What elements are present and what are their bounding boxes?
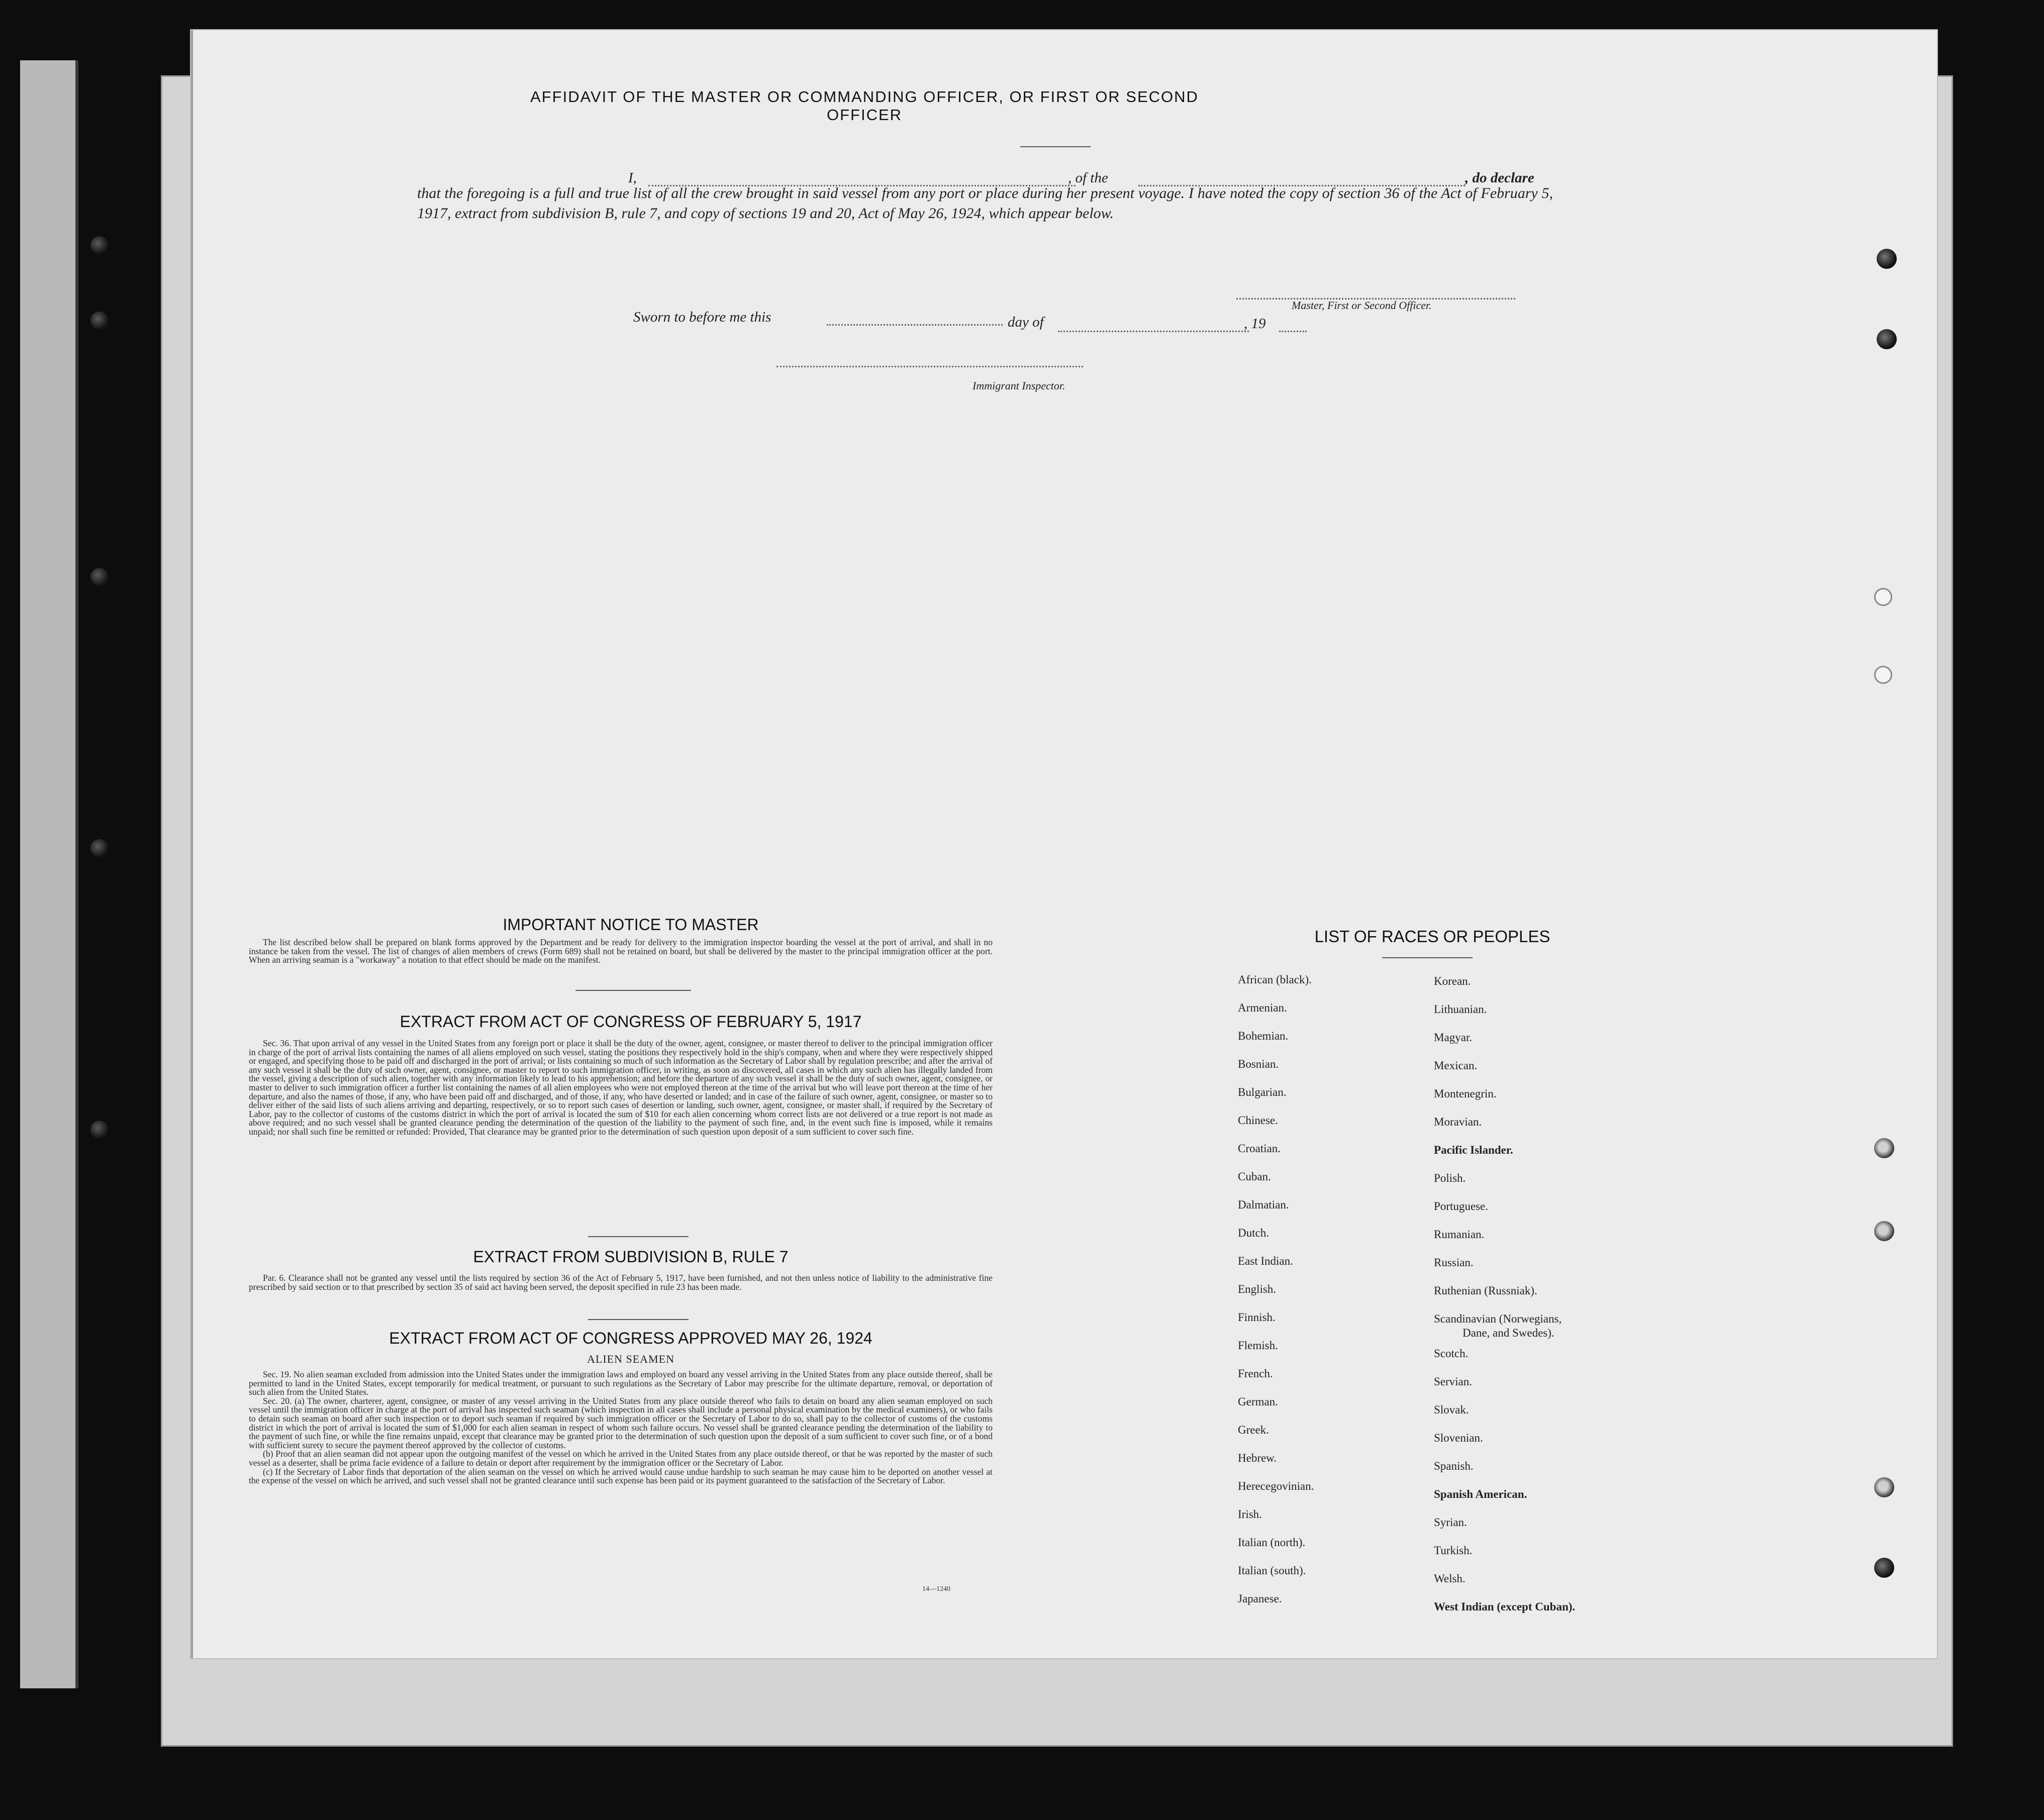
race-left-item: Chinese.: [1238, 1114, 1278, 1127]
race-right-item: Slovak.: [1434, 1403, 1469, 1416]
affidavit-i-label: I,: [628, 170, 637, 186]
race-left-item: English.: [1238, 1283, 1277, 1295]
race-left-item: Italian (north).: [1238, 1536, 1306, 1549]
race-right-item: Servian.: [1434, 1375, 1473, 1388]
race-left-item: French.: [1238, 1367, 1273, 1380]
race-right-item: Portuguese.: [1434, 1200, 1488, 1212]
sec-19-paragraph: Sec. 19. No alien seaman excluded from admission into the United States under the immigration laws and employed on board any vessel arriving in the United States from any place outside thereof, shall be permitted to land in the United States, except temporarily for medical treatment, or pursuant to such regulations as the Secretary of Labor may prescribe for the ultimate departure, removal, or deportation of such alien from the United States.: [249, 1369, 993, 1397]
title-rule: [1020, 146, 1091, 147]
race-right-item: Scotch.: [1434, 1347, 1469, 1360]
race-left-item: Bohemian.: [1238, 1030, 1289, 1042]
race-left-item: Japanese.: [1238, 1592, 1282, 1605]
race-left-item: Dalmatian.: [1238, 1198, 1289, 1211]
binder-hole: [90, 312, 109, 330]
race-right-item: Magyar.: [1434, 1031, 1473, 1044]
race-right-item: Dane, and Swedes).: [1463, 1327, 1554, 1339]
sworn-day-field[interactable]: [827, 324, 1003, 326]
race-left-item: Irish.: [1238, 1508, 1262, 1521]
punch-hole: [1877, 249, 1897, 269]
alien-seamen-heading: ALIEN SEAMEN: [587, 1353, 674, 1365]
race-left-item: Herecegovinian.: [1238, 1480, 1314, 1492]
sworn-prefix: Sworn to before me this: [633, 309, 771, 325]
race-left-item: Armenian.: [1238, 1001, 1287, 1014]
race-right-item: West Indian (except Cuban).: [1434, 1600, 1576, 1613]
extract-1924-title: EXTRACT FROM ACT OF CONGRESS APPROVED MAY 26, 1924: [389, 1329, 872, 1347]
punch-hole: [1874, 666, 1892, 684]
section-rule: [588, 1236, 689, 1237]
extract-1924-text: [249, 1370, 993, 1485]
punch-hole: [1874, 1138, 1894, 1158]
sec-20b-paragraph: (b) Proof that an alien seaman did not appear upon the outgoing manifest of the vessel on which he arrived in the United States from any place outside thereof, or that he was reported by the master of such vessel as a deserter, shall be prima facie evidence of a failure to detain or deport after requirement by the immigration officer or the Secretary of Labor.: [249, 1449, 993, 1468]
extract-rule7-title: EXTRACT FROM SUBDIVISION B, RULE 7: [473, 1248, 789, 1266]
notice-text: The list described below shall be prepared on blank forms approved by the Department and be ready for delivery to the immigration inspector boarding the vessel at the port of arrival, and shall in no instance be taken from the vessel. The list of changes of alien members of crews (Form 689) shall not be retained on board, but shall be delivered by the master to the principal immigration officer at the port. When an arriving seaman is a "workaway" a notation to that effect should be made on the manifest.: [249, 937, 993, 965]
sec-20c-paragraph: (c) If the Secretary of Labor finds that deportation of the alien seaman on the vessel on which he arrived would cause undue hardship to such seaman he may cause him to be deported on another vessel at the expense of the vessel on which he arrived, and such vessel shall not be granted clearance until such expense has been paid or its payment guaranteed to the satisfaction of the Secretary of Labor.: [249, 1466, 993, 1486]
sworn-year-field[interactable]: [1279, 331, 1307, 332]
race-left-item: Bosnian.: [1238, 1058, 1279, 1070]
races-title: LIST OF RACES OR PEOPLES: [1314, 927, 1550, 946]
punch-hole: [1874, 588, 1892, 606]
race-left-item: Croatian.: [1238, 1142, 1281, 1155]
film-edge: [20, 60, 78, 1688]
extract-1917-title: EXTRACT FROM ACT OF CONGRESS OF FEBRUARY 5, 1917: [400, 1013, 862, 1031]
race-right-item: Korean.: [1434, 975, 1471, 987]
sec-20a-paragraph: Sec. 20. (a) The owner, charterer, agent, consignee, or master of any vessel arriving in the United States from any place outside thereof who fails to detain on board any alien seaman employed on such vessel until the immigration officer in charge at the port of arrival has inspected such seaman (which inspection in all cases shall include a personal physical examination by the medical examiners), or who fails to detain such seaman on board after such inspection or to deport such seaman if required by such immigration officer or the Secretary of Labor to do so, shall pay to the collector of customs of the customs district in which the port of arrival is located the sum of $1,000 for each alien seaman in respect of whom such failure occurs. No vessel shall be granted clearance pending the determination of the liability to the payment of such fine, or while the fine remains unpaid, except that clearance may be granted prior to the determination of such question upon the deposit of a sum sufficient to cover such fine, or of a bond with sufficient surety to secure the payment thereof approved by the collector of customs.: [249, 1395, 993, 1450]
race-left-item: Bulgarian.: [1238, 1086, 1287, 1098]
race-left-item: Greek.: [1238, 1424, 1269, 1436]
signature-label: Master, First or Second Officer.: [1292, 299, 1432, 312]
race-left-item: African (black).: [1238, 973, 1312, 986]
race-right-item: Spanish.: [1434, 1460, 1474, 1472]
race-right-item: Syrian.: [1434, 1516, 1467, 1529]
inspector-signature-field[interactable]: [776, 366, 1083, 367]
sworn-year-label: , 19: [1244, 316, 1266, 332]
race-right-item: Pacific Islander.: [1434, 1144, 1513, 1156]
race-right-item: Polish.: [1434, 1172, 1466, 1184]
race-right-item: Moravian.: [1434, 1116, 1482, 1128]
race-right-item: Rumanian.: [1434, 1228, 1485, 1241]
punch-hole: [1874, 1558, 1894, 1578]
race-right-item: Lithuanian.: [1434, 1003, 1487, 1016]
affidavit-of-the-label: , of the: [1068, 170, 1108, 186]
race-left-item: Dutch.: [1238, 1227, 1269, 1239]
punch-hole: [1874, 1477, 1894, 1497]
race-left-item: Finnish.: [1238, 1311, 1276, 1324]
races-rule: [1382, 957, 1473, 958]
binder-hole: [90, 1121, 109, 1139]
race-right-item: Scandinavian (Norwegians,: [1434, 1312, 1562, 1325]
inspector-label: Immigrant Inspector.: [972, 379, 1065, 392]
race-left-item: German.: [1238, 1395, 1278, 1408]
affidavit-body: that the foregoing is a full and true list of all the crew brought in said vessel from any port or place during her present voyage. I have noted the copy of section 36 of the Act of February 5, 1917, extract from subdivision B, rule 7, and copy of sections 19 and 20, Act of May 26, 1924, which appear below.: [417, 185, 1553, 222]
form-number: 14—1240: [922, 1585, 950, 1593]
race-left-item: Cuban.: [1238, 1170, 1271, 1183]
race-right-item: Russian.: [1434, 1256, 1474, 1269]
race-left-item: East Indian.: [1238, 1255, 1293, 1267]
race-right-item: Montenegrin.: [1434, 1087, 1497, 1100]
race-right-item: Welsh.: [1434, 1572, 1466, 1585]
race-right-item: Turkish.: [1434, 1544, 1473, 1557]
affidavit-title: AFFIDAVIT OF THE MASTER OR COMMANDING OFFICER, OR FIRST OR SECOND OFFICER: [530, 88, 1199, 124]
binder-hole: [90, 236, 109, 254]
punch-hole: [1874, 1221, 1894, 1241]
notice-title: IMPORTANT NOTICE TO MASTER: [503, 916, 759, 934]
section-rule: [575, 990, 691, 991]
section-rule: [588, 1319, 689, 1320]
race-right-item: Mexican.: [1434, 1059, 1478, 1072]
race-right-item: Spanish American.: [1434, 1488, 1527, 1500]
extract-rule7-text: Par. 6. Clearance shall not be granted any vessel until the lists required by section 36 of the Act of February 5, 1917, have been furnished, and not then unless notice of liability to the administrative fine prescribed by said section or to that prescribed by section 35 of said act having been served, the deposit specified in rule 23 has been made.: [249, 1273, 993, 1292]
binder-hole: [90, 568, 109, 586]
race-right-item: Slovenian.: [1434, 1432, 1483, 1444]
sworn-day-of-label: day of: [1008, 314, 1044, 330]
binder-hole: [90, 839, 109, 857]
affidavit-do-declare-label: , do declare: [1465, 170, 1534, 186]
sworn-month-field[interactable]: [1058, 331, 1249, 332]
extract-1917-text: Sec. 36. That upon arrival of any vessel in the United States from any foreign port or place it shall be the duty of the owner, agent, consignee, or master thereof to deliver to the principal immigration officer in charge of the port of arrival lists containing the names of all aliens employed on such vessel, stating the positions they respectively hold in the ship's company, when and where they were respectively shipped or engaged, and specifying those to be paid off and discharged in the port of arrival; or lists containing so much of such information as the Secretary of Labor shall by regulation prescribe; and after the arrival of any such vessel it shall be the duty of such owner, agent, consignee, or master to report to such immigration officer, in writing, as soon as discovered, all cases in which any such alien has illegally landed from the vessel, giving a description of such alien, together with any information likely to lead to his apprehension; and before the departure of any such vessel it shall be the duty of such owner, agent, consignee, or master to deliver to such immigration officer a further list containing the names of all alien employees who were not employed thereon at the time of the arrival but who will leave port thereon at the time of her departure, and also the names of those, if any, who have been paid off and discharged, and of those, if any, who have deserted or landed; and in case of the failure of such owner, agent, consignee, or master so to deliver either of the said lists of such aliens arriving and departing, respectively, or so to report such cases of desertion or landing, such owner, agent, consignee, or master shall, if required by the Secretary of Labor, pay to the collector of customs of the customs district in which the port of arrival is located the sum of $10 for each alien concerning whom correct lists are not delivered or a true report is not made as above required; and no such vessel shall be granted clearance pending the determination of the question of the liability to the payment of such fine, and, in the event such fine is imposed, while it remains unpaid; nor shall such fine be remitted or refunded: Provided, That clearance may be granted prior to the determination of such question upon deposit of a sum sufficient to cover such fine.: [249, 1038, 993, 1137]
race-left-item: Hebrew.: [1238, 1452, 1277, 1464]
race-left-item: Flemish.: [1238, 1339, 1278, 1352]
race-right-item: Ruthenian (Russniak).: [1434, 1284, 1537, 1297]
race-left-item: Italian (south).: [1238, 1564, 1306, 1577]
punch-hole: [1877, 329, 1897, 349]
